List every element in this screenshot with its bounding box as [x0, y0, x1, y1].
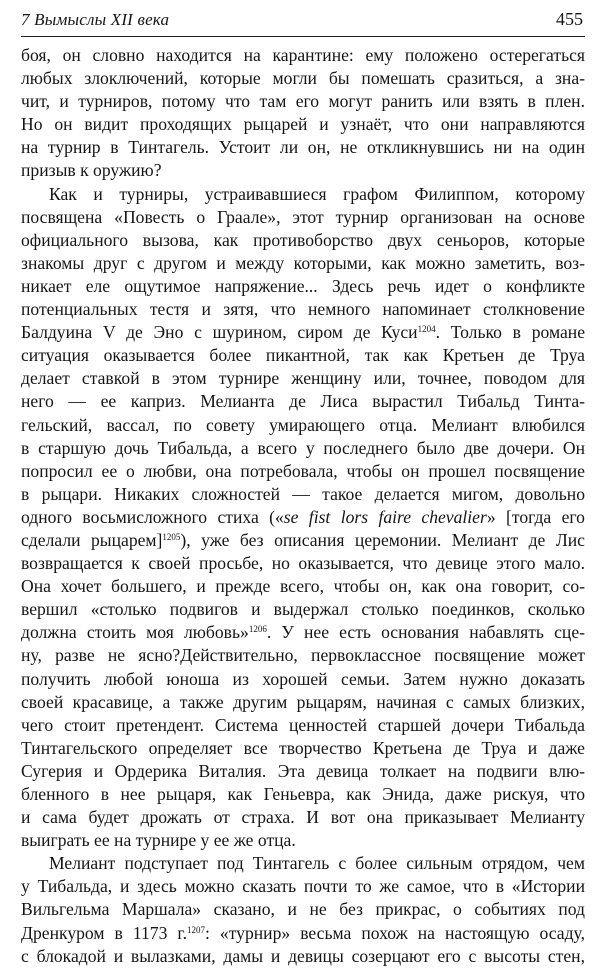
text-line: никает еле ощутимое напряжение... Здесь речь идет о конфликте [21, 275, 585, 296]
text-line: бленного в нее рыцаря, как Геньевра, как Энида, даже рискуя, что [21, 784, 585, 804]
text-line: Но он видит проходящих рыцарей и узнаёт, что они направляются [21, 114, 585, 135]
text-line: на турнир в Тинтагель. Устоит ли он, не откликнувшись ни на один [21, 137, 585, 158]
text-line: призыв к оружию? [21, 160, 162, 181]
paragraph [21, 852, 585, 967]
text-fragment: одного восьмисложного стиха (« [21, 506, 284, 527]
text-line: посвящена «Повесть о Граале», этот турнир организован на основе [21, 206, 585, 227]
text-line [21, 529, 585, 552]
text-line: с блокадой и вылазками, дамы и девицы созерцают его с высоты стен, [21, 945, 585, 966]
text-line [21, 621, 585, 644]
text-line: Сугерия и Ордерика Виталия. Эта девица толкает на подвиги влю- [21, 760, 585, 781]
text-fragment: . У нее есть основания набавлять сце- [266, 622, 585, 643]
paragraph [21, 183, 585, 853]
text-line: в рыцари. Никаких сложностей — такое делается мигом, довольно [21, 483, 585, 504]
text-line: ну, разве не ясно?Действительно, первоклассное посвящение может [21, 645, 585, 666]
text-fragment: » [тогда его [486, 506, 585, 527]
text-line: своей красавице, а также другим рыцарям, начиная с самых близких, [21, 691, 585, 712]
text-line: в старшую дочь Тибальда, а всего у последнего было две дочери. Он [21, 437, 585, 458]
text-line: официального вызова, как противоборство двух сеньоров, которые [21, 229, 585, 250]
footnote-ref[interactable]: 1204 [417, 324, 436, 335]
text-line: боя, он словно находится на карантине: ему положено остерегаться [21, 45, 585, 65]
footnote-ref[interactable]: 1207 [187, 924, 206, 935]
text-fragment: : «турнир» весьма похож на настоящую осаду, [205, 922, 585, 943]
page-number: 455 [556, 9, 583, 29]
text-line: у Тибальда, и здесь можно сказать почти то же самое, что в «Истории [21, 876, 585, 897]
text-line: ситуация оказывается более пикантной, так как Кретьен де Труа [21, 345, 585, 366]
text-line [21, 922, 585, 945]
text-line: любых злоключений, которые могли бы помешать сразиться, а зна- [21, 68, 585, 89]
text-line: чит, и турниров, потому что там его могут ранить или взять в плен. [21, 91, 585, 112]
footnote-ref[interactable]: 1206 [248, 624, 267, 635]
body-text [21, 44, 585, 968]
text-line: и сама будет дрожать от страха. И вот она приказывает Мелианту [21, 807, 585, 828]
text-fragment: должна стоить моя любовь» [21, 622, 249, 643]
text-line [21, 506, 585, 529]
chapter-title: 7 Вымыслы XII века [21, 10, 170, 29]
text-fragment: сделали рыцарем] [21, 529, 163, 550]
text-line: знакомы друг с другом и между которыми, как можно заметить, воз- [21, 252, 585, 273]
paragraph [21, 44, 585, 183]
text-line: делает ставкой в этом турнире женщину или, точнее, поводом для [21, 368, 585, 389]
footnote-ref[interactable]: 1205 [162, 531, 181, 542]
text-line: чего стоит претендент. Система ценностей старшей дочери Тибальда [21, 714, 585, 735]
text-fragment: . Только в романе [435, 322, 585, 343]
text-line: потенциальных тестя и зятя, что немного напоминает столкновение [21, 299, 585, 320]
text-fragment: Балдуина V де Эно с шурином, сиром де Куси [21, 322, 418, 343]
text-fragment: Дренкуром в 1173 г. [21, 922, 188, 943]
text-line: возвращается к своей просьбе, но оказывается, что девице этого мало. [21, 553, 585, 574]
text-line: выиграть ее на турнире у ее же отца. [21, 830, 296, 851]
text-line: Тинтагельского определяет все творчество Кретьена де Труа и даже [21, 737, 585, 758]
text-line: Мелиант подступает под Тинтагель с более сильным отрядом, чем [49, 853, 585, 874]
italic-quote: se fist lors faire chevalier [283, 506, 487, 527]
text-fragment: ), уже без описания церемонии. Мелиант де Лис [180, 529, 585, 550]
text-line: Как и турниры, устраивавшиеся графом Филиппом, которому [49, 183, 585, 204]
text-line: него — ее каприз. Мелианта де Лиса вырастил Тибальд Тинта- [21, 391, 585, 412]
text-line: получить любой юноша из хорошей семьи. Затем нужно доказать [21, 668, 585, 689]
text-line [21, 321, 585, 344]
text-line: Она хочет большего, и прежде всего, чтобы он, как она говорит, со- [21, 576, 585, 597]
running-header [21, 9, 585, 37]
text-line: гельский, вассал, по совету умирающего отца. Мелиант влюбился [21, 414, 585, 435]
text-line: попросил ее о любви, она потребовала, чтобы он прошел посвящение [21, 460, 585, 481]
text-line: вершил «столько подвигов и выдержал столько поединков, сколько [21, 599, 585, 620]
text-line: Вильгельма Маршала» сказано, и не без прикрас, о событиях под [21, 899, 585, 920]
